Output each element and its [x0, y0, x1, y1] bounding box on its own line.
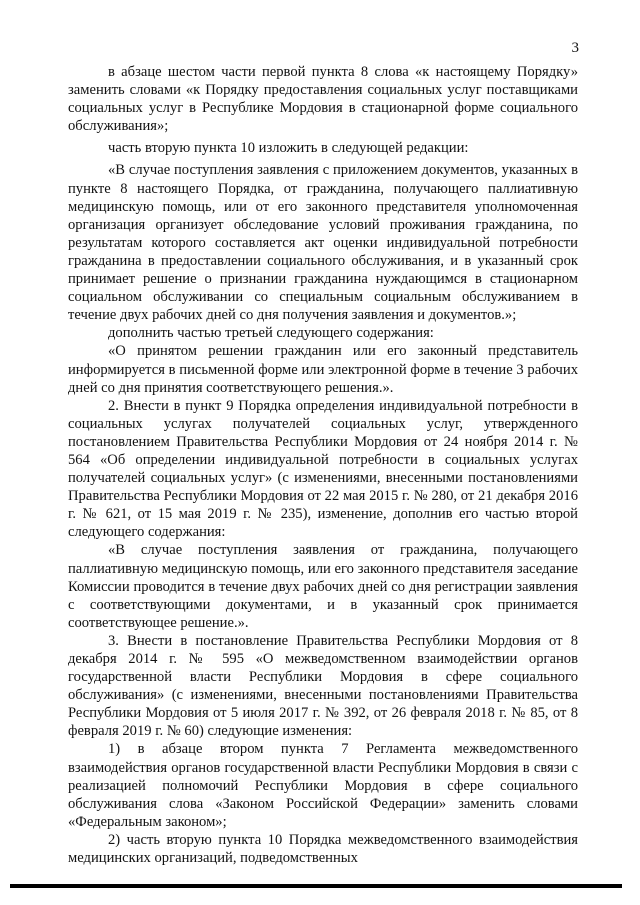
paragraph: 2. Внести в пункт 9 Порядка определения индивидуальной потребности в социальных услугах получателей социальных услуг, утвержденного постановлением Правительства Республики Мордовия от 24 ноября 2014 г. № 564 «Об определении индивидуальной потребности в социальных услугах получателей социальных услуг» (с изменениями, внесенными постановлениями Правительства Республики Мордовия от 22 мая 2015 г. № 280, от 21 декабря 2016 г. № 621, от 15 мая 2019 г. № 235), изменение, дополнив его частью второй следующего содержания:: [68, 397, 578, 541]
paragraph: дополнить частью третьей следующего содержания:: [108, 325, 434, 342]
paragraph: «О принятом решении гражданин или его законный представитель информируется в письменной форме или электронной форме в течение 3 рабочих дней со дня принятия соответствующего решения.».: [68, 343, 578, 396]
paragraph: 3. Внести в постановление Правительства Республики Мордовия от 8 декабря 2014 г. № 595 «О межведомственном взаимодействии органов государственной власти Республики Мордовия в сфере социального обслуживания» (с изменениями, внесенными постановлениями Правительства Республики Мордовия от 5 июля 2017 г. № 392, от 26 февраля 2018 г. № 85, от 8 февраля 2019 г. № 60) следующие изменения:: [68, 632, 578, 740]
scan-border-line: [10, 884, 622, 888]
paragraph: 2) часть вторую пункта 10 Порядка межведомственного взаимодействия медицинских организаций, подведомственных: [68, 831, 578, 867]
paragraph: «В случае поступления заявления от гражданина, получающего паллиативную медицинскую помощь, или его законного представителя заседание Комиссии проводится в течение двух рабочих дней со дня регистрации заявления с соответствующими документами, и в указанный срок принимается соответствующее решение.».: [68, 542, 578, 631]
paragraph: «В случае поступления заявления с приложением документов, указанных в пункте 8 настоящего Порядка, от гражданина, получающего паллиативную медицинскую помощь, или от его законного представителя уполномоченная организация организует обследование условий проживания гражданина, по результатам которого составляется акт оценки индивидуальной потребности гражданина в предоставлении социального обслуживания, и в указанный срок принимает решение о признании гражданина нуждающимся в стационарном социальном обслуживании со специальным социальным обслуживанием в течение двух рабочих дней со дня получения заявления и документов.»;: [68, 162, 578, 324]
page-number: 3: [571, 40, 579, 56]
paragraph: часть вторую пункта 10 изложить в следующей редакции:: [108, 140, 469, 157]
paragraph: 1) в абзаце втором пункта 7 Регламента межведомственного взаимодействия органов государственной власти Республики Мордовия в связи с реализацией полномочий Республики Мордовия в сфере социального обслуживания слова «Законом Российской Федерации» заменить словами «Федеральным законом»;: [68, 741, 578, 830]
document-body: [68, 63, 578, 867]
paragraph: в абзаце шестом части первой пункта 8 слова «к настоящему Порядку» заменить словами «к Порядку предоставления социальных услуг поставщиками социальных услуг в Республике Мордовия в стационарной форме социального обслуживания»;: [68, 64, 578, 135]
